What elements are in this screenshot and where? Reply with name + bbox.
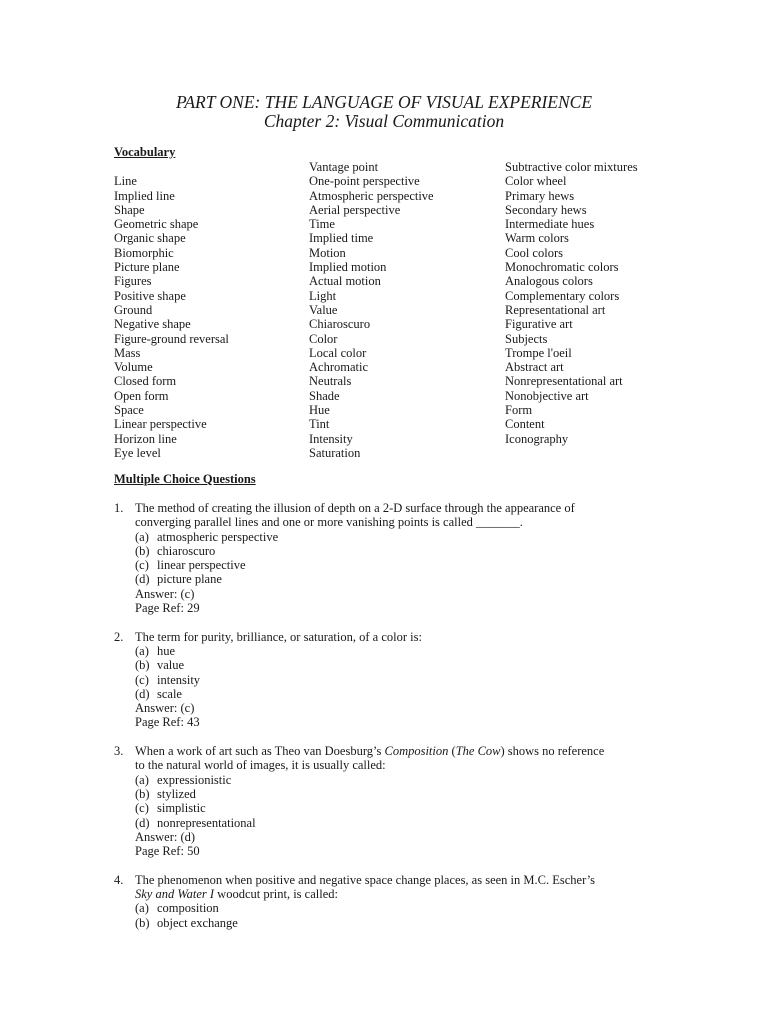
vocabulary-term: Primary hews [505, 188, 575, 203]
answer-option [135, 544, 654, 558]
question-4 [114, 873, 654, 930]
vocabulary-term: Shade [309, 388, 340, 403]
vocabulary-term: Figures [114, 274, 152, 289]
vocabulary-term: Subjects [505, 331, 548, 346]
answer-key: Answer: (d) [135, 829, 196, 844]
option-text: simplistic [157, 801, 206, 816]
question-2 [114, 630, 654, 730]
question-text [135, 744, 654, 758]
option-text: picture plane [157, 572, 222, 587]
question-text: The method of creating the illusion of depth on a 2-D surface through the appearance of [135, 501, 575, 515]
vocabulary-term: Form [505, 403, 533, 418]
vocabulary-term: Mass [114, 345, 141, 360]
artwork-title: Sky and Water I [135, 887, 215, 902]
vocabulary-term: Biomorphic [114, 245, 174, 260]
option-text: value [157, 658, 185, 673]
page-reference: Page Ref: 29 [135, 601, 200, 616]
vocabulary-term: Implied line [114, 188, 175, 203]
question-number: 2. [114, 629, 124, 644]
vocabulary-term: Tint [309, 417, 330, 432]
option-text: linear perspective [157, 558, 246, 573]
answer-option [135, 801, 654, 815]
question-text-part: When a work of art such as Theo van Doesburg’s [135, 744, 385, 759]
vocabulary-term: Implied motion [309, 260, 387, 275]
vocabulary-term: Eye level [114, 445, 161, 460]
option-text: nonrepresentational [157, 815, 256, 830]
vocabulary-term: Horizon line [114, 431, 177, 446]
vocabulary-term: Space [114, 403, 144, 418]
vocabulary-term: Geometric shape [114, 217, 199, 232]
vocabulary-term: Positive shape [114, 288, 186, 303]
option-text: expressionistic [157, 772, 232, 787]
option-label: (b) [135, 786, 150, 801]
vocabulary-term: Monochromatic colors [505, 260, 619, 275]
vocabulary-term: Closed form [114, 374, 177, 389]
option-text: hue [157, 643, 176, 658]
vocabulary-term: Abstract art [505, 360, 564, 375]
vocabulary-term: Neutrals [309, 374, 352, 389]
vocabulary-term: Nonrepresentational art [505, 374, 623, 389]
vocabulary-column-3 [505, 160, 638, 446]
vocabulary-column-1 [114, 160, 229, 460]
option-label: (d) [135, 572, 150, 587]
vocabulary-term: One-point perspective [309, 174, 420, 189]
option-text: composition [157, 901, 219, 916]
vocabulary-term: Intermediate hues [505, 217, 595, 232]
option-text: atmospheric perspective [157, 529, 279, 544]
question-number: 1. [114, 501, 124, 515]
question-text-part: ) shows no reference [500, 744, 605, 759]
vocabulary-term: Complementary colors [505, 288, 620, 303]
chapter-title: Chapter 2: Visual Communication [263, 111, 505, 131]
answer-key: Answer: (c) [135, 586, 195, 601]
option-label: (a) [135, 643, 149, 658]
page-reference: Page Ref: 50 [135, 844, 200, 859]
option-text: intensity [157, 672, 201, 687]
vocabulary-term: Aerial perspective [309, 202, 401, 217]
vocabulary-column-2 [309, 160, 434, 460]
vocabulary-term: Representational art [505, 302, 606, 317]
vocabulary-term: Organic shape [114, 231, 186, 246]
option-label: (c) [135, 672, 149, 687]
answer-option [135, 644, 654, 658]
question-number: 3. [114, 744, 124, 759]
question-1 [114, 501, 654, 615]
vocabulary-term: Iconography [505, 431, 569, 446]
vocabulary-term: Light [309, 288, 337, 303]
vocabulary-term: Trompe l'oeil [505, 345, 572, 360]
vocabulary-term: Ground [114, 302, 153, 317]
vocabulary-term: Chiaroscuro [309, 317, 371, 332]
multiple-choice-heading: Multiple Choice Questions [114, 472, 256, 486]
page-title: PART ONE: THE LANGUAGE OF VISUAL EXPERIENCE [175, 92, 593, 112]
option-label: (b) [135, 658, 150, 673]
question-text: to the natural world of images, it is usually called: [135, 758, 386, 773]
vocabulary-term: Subtractive color mixtures [505, 160, 638, 174]
question-number: 4. [114, 872, 124, 887]
vocabulary-term: Cool colors [505, 245, 563, 260]
question-text: The phenomenon when positive and negative space change places, as seen in M.C. Escher’s [135, 872, 596, 887]
option-label: (b) [135, 543, 150, 558]
artwork-subtitle: The Cow [455, 744, 501, 759]
answer-key: Answer: (c) [135, 701, 195, 716]
vocabulary-term: Time [309, 217, 335, 232]
question-3 [114, 744, 654, 858]
option-label: (d) [135, 686, 150, 701]
vocabulary-term: Vantage point [309, 160, 379, 174]
vocabulary-term: Line [114, 174, 137, 189]
vocabulary-term: Value [309, 302, 338, 317]
answer-option [135, 687, 654, 701]
vocabulary-term: Volume [114, 360, 153, 375]
answer-option [135, 901, 654, 915]
vocabulary-term: Hue [309, 403, 330, 418]
question-list [114, 501, 654, 944]
vocabulary-term: Atmospheric perspective [309, 188, 434, 203]
vocabulary-term: Color wheel [505, 174, 567, 189]
vocabulary-term: Saturation [309, 445, 361, 460]
answer-option [135, 773, 654, 787]
option-label: (c) [135, 558, 149, 573]
option-text: chiaroscuro [157, 543, 216, 558]
vocabulary-term: Color [309, 331, 338, 346]
vocabulary-term: Secondary hews [505, 202, 587, 217]
vocabulary-term: Linear perspective [114, 417, 207, 432]
option-label: (a) [135, 529, 149, 544]
vocabulary-term: Implied time [309, 231, 374, 246]
vocabulary-term: Achromatic [309, 360, 369, 375]
option-label: (d) [135, 815, 150, 830]
vocabulary-term: Negative shape [114, 317, 191, 332]
question-text-part: woodcut print, is called: [214, 887, 338, 902]
option-text: stylized [157, 786, 196, 801]
vocabulary-term: Intensity [309, 431, 353, 446]
question-text: The term for purity, brilliance, or saturation, of a color is: [135, 629, 422, 644]
question-text-part: ( [448, 744, 456, 759]
vocabulary-term: Analogous colors [505, 274, 593, 289]
vocabulary-term: Local color [309, 345, 367, 360]
vocabulary-heading: Vocabulary [114, 145, 176, 159]
vocabulary-term: Figure-ground reversal [114, 331, 229, 346]
vocabulary-term: Nonobjective art [505, 388, 589, 403]
vocabulary-term: Picture plane [114, 260, 180, 275]
question-text [135, 887, 654, 901]
artwork-title: Composition [384, 744, 449, 759]
question-text: converging parallel lines and one or more vanishing points is called _______. [135, 515, 523, 530]
answer-option [135, 787, 654, 801]
answer-option [135, 658, 654, 672]
option-label: (c) [135, 801, 149, 816]
option-label: (a) [135, 901, 149, 916]
vocabulary-term [114, 160, 229, 174]
vocabulary-term: Open form [114, 388, 169, 403]
vocabulary-term: Content [505, 417, 545, 432]
vocabulary-term: Warm colors [505, 231, 569, 246]
answer-option [135, 673, 654, 687]
answer-option [135, 558, 654, 572]
option-label: (b) [135, 915, 150, 930]
answer-option [135, 916, 654, 930]
vocabulary-term: Motion [309, 245, 346, 260]
page-reference: Page Ref: 43 [135, 715, 200, 730]
option-text: object exchange [157, 915, 238, 930]
option-text: scale [157, 686, 182, 701]
option-label: (a) [135, 772, 149, 787]
vocabulary-term: Figurative art [505, 317, 573, 332]
answer-option [135, 530, 654, 544]
answer-option [135, 572, 654, 586]
vocabulary-term: Shape [114, 202, 145, 217]
vocabulary-term: Actual motion [309, 274, 381, 289]
answer-option [135, 816, 654, 830]
